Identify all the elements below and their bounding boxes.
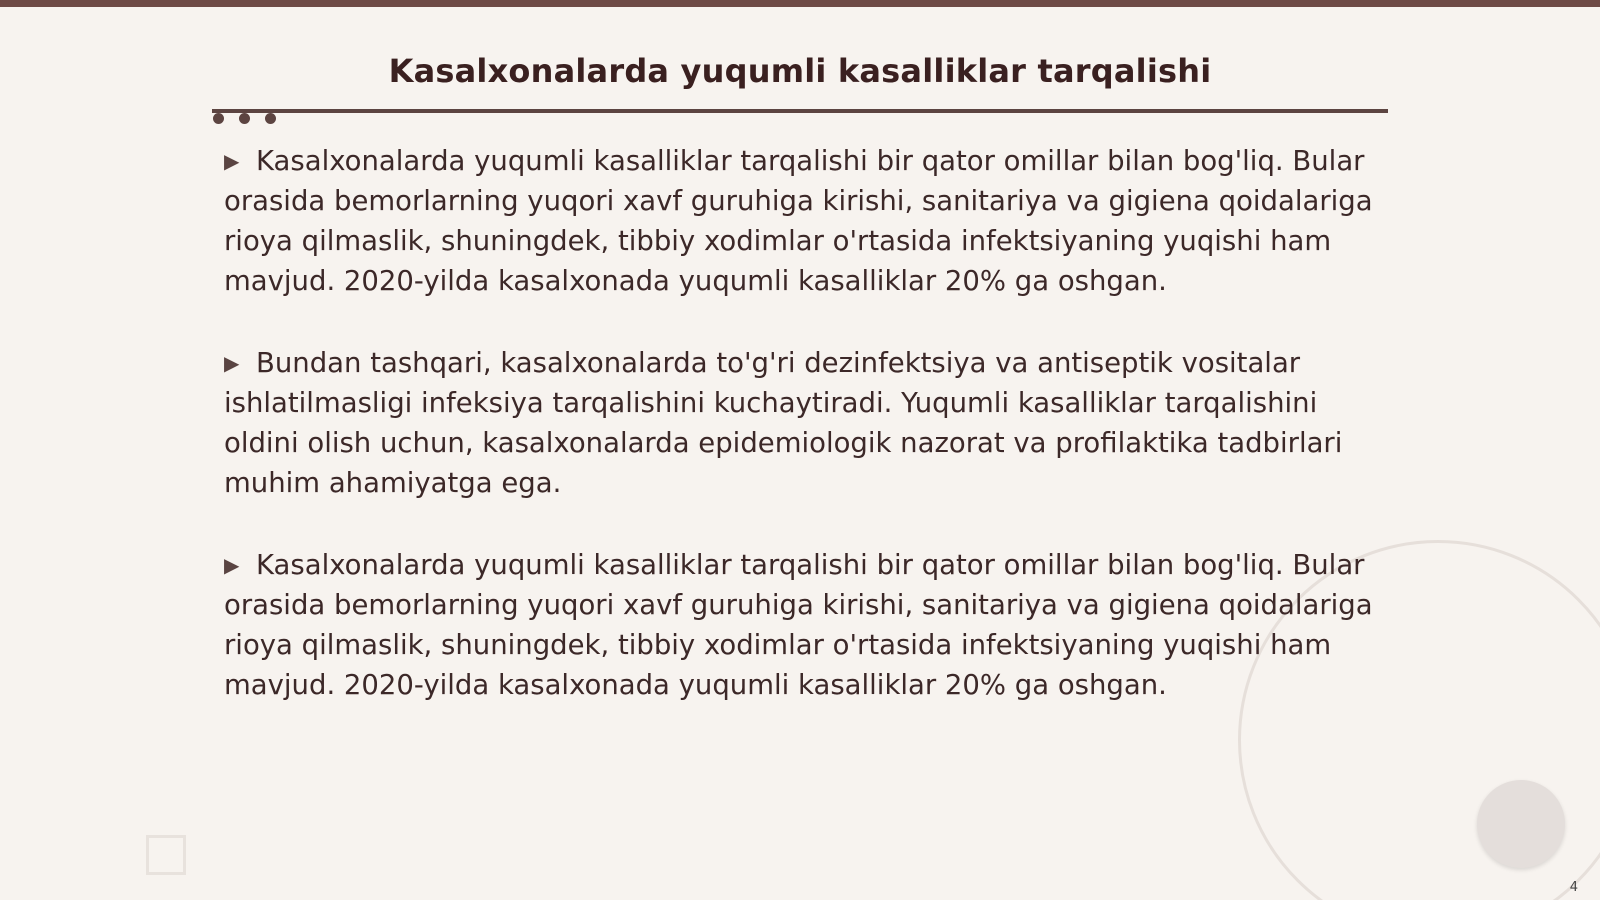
page-number: 4 [1569,880,1578,895]
title-underline [212,109,1388,113]
decorative-disc [1477,780,1565,868]
paragraph-text: Kasalxonalarda yuqumli kasalliklar tarqalishi bir qator omillar bilan bog'liq. Bular orasida bemorlarning yuqori xavf guruhiga kirishi, sanitariya va gigiena qoidalariga rioya qilmaslik, shuningdek, tibbiy xodimlar o'rtasida infektsiyaning yuqishi ham mavjud. 2020-yilda kasalxonada yuqumli kasalliklar 20% ga oshgan. [224,549,1373,701]
bullet-arrow-icon: ▶ [224,351,240,375]
bullet-arrow-icon: ▶ [224,553,240,577]
decorative-square [146,835,186,875]
paragraph-text: Kasalxonalarda yuqumli kasalliklar tarqalishi bir qator omillar bilan bog'liq. Bular orasida bemorlarning yuqori xavf guruhiga kirishi, sanitariya va gigiena qoidalariga rioya qilmaslik, shuningdek, tibbiy xodimlar o'rtasida infektsiyaning yuqishi ham mavjud. 2020-yilda kasalxonada yuqumli kasalliklar 20% ga oshgan. [224,145,1373,297]
title-dot [213,113,224,124]
slide-body [224,141,1384,747]
slide-title: Kasalxonalarda yuqumli kasalliklar tarqalishi [388,52,1212,90]
bullet-paragraph-2 [224,343,1384,503]
paragraph-text: Bundan tashqari, kasalxonalarda to'g'ri dezinfektsiya va antiseptik vositalar ishlatilmasligi infeksiya tarqalishini kuchaytiradi. Yuqumli kasalliklar tarqalishini oldini olish uchun, kasalxonalarda epidemiologik nazorat va profilaktika tadbirlari muhim ahamiyatga ega. [224,347,1343,499]
top-accent-bar [0,0,1600,7]
bullet-paragraph-3 [224,545,1384,705]
bullet-arrow-icon: ▶ [224,149,240,173]
title-dot [265,113,276,124]
bullet-paragraph-1 [224,141,1384,301]
title-dot [239,113,250,124]
